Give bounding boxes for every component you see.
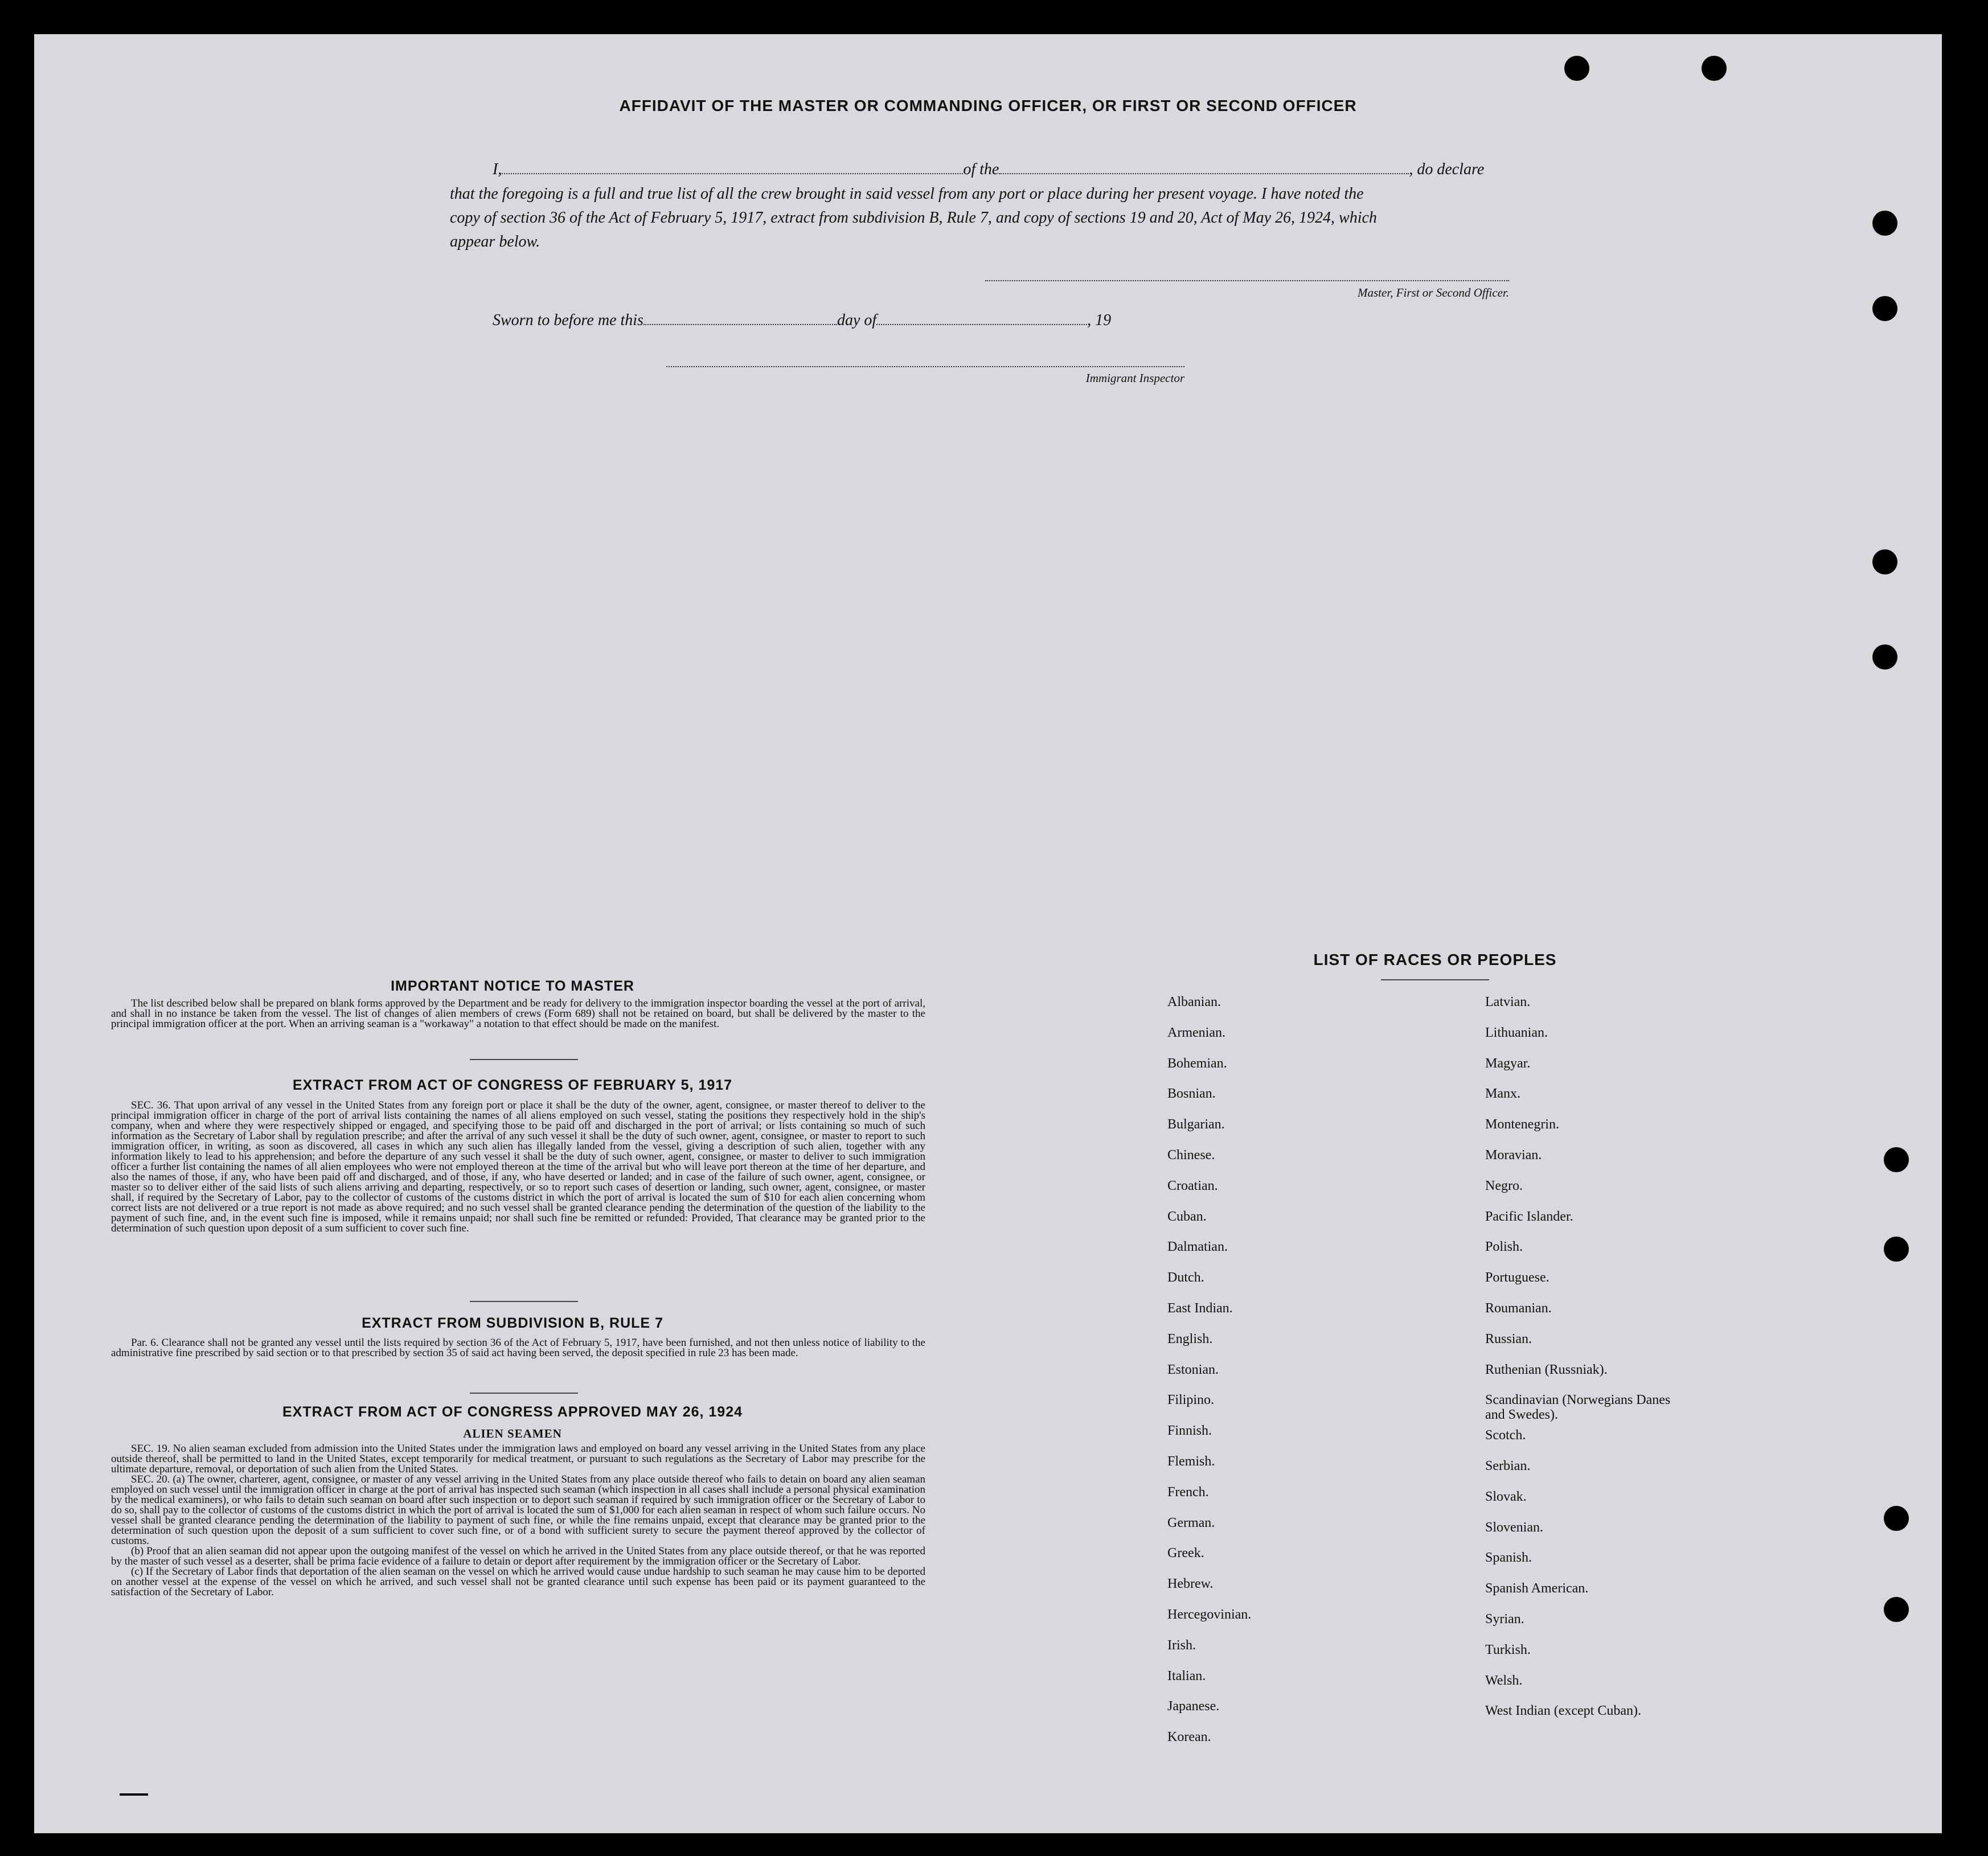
- race-item: Serbian.: [1485, 1459, 1531, 1473]
- race-item: Syrian.: [1485, 1612, 1524, 1627]
- race-item: Slovak.: [1485, 1489, 1527, 1504]
- race-item: Negro.: [1485, 1179, 1523, 1193]
- race-item: East Indian.: [1167, 1301, 1233, 1316]
- vessel-blank[interactable]: [999, 173, 1409, 174]
- race-item: Flemish.: [1167, 1454, 1215, 1469]
- sec20a-paragraph: SEC. 20. (a) The owner, charterer, agent, consignee, or master of any vessel arriving in the United States from any place outside thereof who fails to detain on board any alien seaman employed on such vessel until the immigration officer in charge at the port of arrival has inspected such seaman (which inspection in all cases shall include a personal physical examination by the medical examiners), or who fails to detain such seaman on board after such inspection or to deport such seaman if required by such immigration officer or the Secretary of Labor to do so, shall pay to the collector of customs of the customs district in which the port of arrival is located the sum of $1,000 for each alien seaman in respect of whom such failure occurs. No vessel shall be granted clearance pending the determination of the liability to payment of such fine, or while the fine remains unpaid, except that clearance may be granted prior to the determination of such question upon the deposit of a sum sufficient to cover such fine, or of a bond with sufficient surety to secure the payment thereof approved by the collector of customs.: [111, 1473, 925, 1547]
- punch-hole: [1872, 644, 1897, 670]
- affidavit-line4: appear below.: [450, 233, 540, 251]
- race-item: German.: [1167, 1516, 1215, 1530]
- race-item: Lithuanian.: [1485, 1025, 1548, 1040]
- affidavit-title: AFFIDAVIT OF THE MASTER OR COMMANDING OFFICER, OR FIRST OR SECOND OFFICER: [619, 97, 1357, 114]
- race-item: Welsh.: [1485, 1673, 1523, 1688]
- race-item: Japanese.: [1167, 1699, 1220, 1714]
- race-item: Irish.: [1167, 1638, 1196, 1653]
- punch-hole: [1884, 1237, 1909, 1262]
- punch-hole: [1884, 1597, 1909, 1622]
- punch-hole: [1872, 549, 1897, 574]
- affidavit-i: I,: [493, 161, 502, 178]
- extract-1917-text: [111, 1101, 925, 1234]
- race-item: Russian.: [1485, 1332, 1532, 1346]
- divider: [470, 1059, 578, 1060]
- extract-rule7-heading: EXTRACT FROM SUBDIVISION B, RULE 7: [362, 1315, 663, 1331]
- margin-mark: [120, 1793, 148, 1796]
- extract-1924-heading: EXTRACT FROM ACT OF CONGRESS APPROVED MAY 26, 1924: [282, 1404, 743, 1420]
- sec19-paragraph: SEC. 19. No alien seaman excluded from admission into the United States under the immigration laws and employed on board any vessel arriving in the United States from any place outside thereof, shall be permitted to land in the United States, except temporarily for medical treatment, or pursuant to such regulations as the Secretary of Labor may prescribe for the ultimate departure, removal, or deportation of such alien from the United States.: [111, 1443, 925, 1475]
- race-item: Pacific Islander.: [1485, 1209, 1573, 1224]
- master-signature-label: Master, First or Second Officer.: [1358, 286, 1509, 299]
- race-item: Filipino.: [1167, 1393, 1215, 1407]
- notice-text: [111, 999, 925, 1029]
- sworn-month-blank[interactable]: [876, 323, 1087, 325]
- punch-hole: [1884, 1147, 1909, 1172]
- document-page: [34, 34, 1942, 1833]
- alien-seamen-subheading: ALIEN SEAMEN: [463, 1427, 562, 1440]
- notice-paragraph: The list described below shall be prepared on blank forms approved by the Department and be ready for delivery to the immigration inspector boarding the vessel at the port of arrival, and shall in no instance be taken from the vessel. The list of changes of alien members of crews (Form 689) shall not be retained on board, but shall be delivered by the master to the principal immigration officer at the port. When an arriving seaman is a "workaway" a notation to that effect should be made on the manifest.: [111, 997, 925, 1030]
- race-item: Latvian.: [1485, 995, 1531, 1009]
- race-item: Montenegrin.: [1485, 1117, 1559, 1132]
- sec20b-paragraph: (b) Proof that an alien seaman did not appear upon the outgoing manifest of the vessel on which he arrived in the United States from any place outside thereof, or that he was reported by the master of such vessel as a deserter, shall be prima facie evidence of a failure to detain or deport after requirement by the immigration officer or the Secretary of Labor.: [111, 1545, 925, 1567]
- extract-1924-text: [111, 1444, 925, 1598]
- notice-heading: IMPORTANT NOTICE TO MASTER: [391, 978, 634, 994]
- punch-hole: [1872, 211, 1897, 236]
- race-item: West Indian (except Cuban).: [1485, 1703, 1641, 1718]
- race-item: Korean.: [1167, 1730, 1211, 1744]
- race-item: Estonian.: [1167, 1362, 1219, 1377]
- section-36-paragraph: SEC. 36. That upon arrival of any vessel in the United States from any foreign port or place it shall be the duty of the owner, agent, consignee, or master thereof to deliver to the principal immigration officer in charge of the port of arrival lists containing the names of all aliens employed on such vessel, stating the positions they respectively hold in the ship's company, when and where they were respectively shipped or engaged, and specifying those to be paid off and discharged in the port of arrival; or lists containing so much of such information as the Secretary of Labor shall by regulation prescribe; and after the arrival of any such vessel it shall be the duty of such owner, agent, consignee, or master to report to such immigration officer, in writing, as soon as discovered, all cases in which any such alien has illegally landed from the vessel, giving a description of such alien, together with any information likely to lead to his apprehension; and before the departure of any such vessel it shall be the duty of such owner, agent, consignee, or master to deliver to such immigration officer a further list containing the names of all alien employees who were not employed thereon at the time of the arrival but who will leave port thereon at the time of her departure, and also the names of those, if any, who have been paid off and discharged, and of those, if any, who have deserted or landed; and in case of the failure of such owner, agent, consignee, or master so to deliver either of the said lists of such aliens arriving and departing, respectively, or so to report such cases of desertion or landing, such owner, agent, consignee, or master shall, if required by the Secretary of Labor, pay to the collector of customs of the customs district in which the port of arrival is located the sum of $10 for each alien concerning whom correct lists are not delivered or a true report is not made as above required; and no such vessel shall be granted clearance pending the determination of the question of the liability to the payment of such fine, and, in the event such fine is imposed, while it remains unpaid; nor shall such fine be remitted or refunded: Provided, That clearance may be granted prior to the determination of such question upon deposit of a sum sufficient to cover such fine.: [111, 1099, 925, 1234]
- race-item: Croatian.: [1167, 1179, 1218, 1193]
- name-blank[interactable]: [502, 173, 963, 174]
- race-item: Cuban.: [1167, 1209, 1207, 1224]
- inspector-label: Immigrant Inspector: [1085, 371, 1184, 385]
- race-item: Bulgarian.: [1167, 1117, 1225, 1132]
- punch-hole: [1702, 56, 1727, 81]
- race-item: Scotch.: [1485, 1428, 1526, 1443]
- day-of-label: day of: [837, 311, 877, 329]
- race-item: Spanish American.: [1485, 1581, 1589, 1596]
- sworn-label: Sworn to before me this: [493, 311, 643, 329]
- sworn-day-blank[interactable]: [643, 323, 837, 325]
- race-item: Chinese.: [1167, 1148, 1215, 1163]
- extract-1917-heading: EXTRACT FROM ACT OF CONGRESS OF FEBRUARY 5, 1917: [292, 1077, 733, 1093]
- master-signature-line[interactable]: [985, 280, 1509, 281]
- race-item: Slovenian.: [1485, 1520, 1543, 1535]
- races-heading: LIST OF RACES OR PEOPLES: [1313, 951, 1557, 968]
- race-item: Manx.: [1485, 1086, 1520, 1101]
- affidavit-line2: that the foregoing is a full and true list of all the crew brought in said vessel from any port or place during her present voyage. I have noted the: [450, 185, 1364, 203]
- punch-hole: [1884, 1506, 1909, 1531]
- punch-hole: [1872, 296, 1897, 321]
- race-item: Albanian.: [1167, 995, 1221, 1009]
- race-item: English.: [1167, 1332, 1213, 1346]
- affidavit-line3: copy of section 36 of the Act of February 5, 1917, extract from subdivision B, Rule 7, and copy of sections 19 and 20, Act of May 26, 1924, which: [450, 209, 1377, 227]
- race-item: Greek.: [1167, 1546, 1204, 1561]
- race-item: Portuguese.: [1485, 1270, 1550, 1285]
- sec20c-paragraph: (c) If the Secretary of Labor finds that deportation of the alien seaman on the vessel on which he arrived would cause undue hardship to such seaman he may cause him to be deported on another vessel at the expense of the vessel on which he arrived, and such vessel shall not be granted clearance until such expense has been paid or its payment guaranteed to the satisfaction of the Secretary of Labor.: [111, 1566, 925, 1598]
- race-item: Bosnian.: [1167, 1086, 1216, 1101]
- inspector-signature-line[interactable]: [666, 366, 1184, 367]
- race-item: Magyar.: [1485, 1056, 1531, 1071]
- race-item: Dalmatian.: [1167, 1239, 1228, 1254]
- race-item: Hebrew.: [1167, 1576, 1214, 1591]
- divider: [470, 1301, 578, 1302]
- race-item: Polish.: [1485, 1239, 1523, 1254]
- affidavit-line1: [493, 161, 1546, 179]
- race-item: Hercegovinian.: [1167, 1607, 1252, 1622]
- race-item: Ruthenian (Russniak).: [1485, 1362, 1608, 1377]
- divider: [1381, 979, 1489, 980]
- race-item: French.: [1167, 1485, 1209, 1500]
- year-label: , 19: [1087, 311, 1112, 329]
- sworn-line: [493, 311, 1111, 330]
- affidavit-declare: , do declare: [1409, 161, 1485, 178]
- punch-hole: [1564, 56, 1589, 81]
- extract-rule7-text: [111, 1338, 925, 1358]
- race-item: Bohemian.: [1167, 1056, 1227, 1071]
- race-item: Armenian.: [1167, 1025, 1225, 1040]
- race-item: Turkish.: [1485, 1643, 1531, 1657]
- race-item: Roumanian.: [1485, 1301, 1552, 1316]
- race-item: Finnish.: [1167, 1423, 1212, 1438]
- race-item: Scandinavian (Norwegians Danes and Swedes).: [1485, 1393, 1671, 1422]
- race-item: Italian.: [1167, 1669, 1206, 1683]
- race-item: Moravian.: [1485, 1148, 1542, 1163]
- divider: [470, 1393, 578, 1394]
- affidavit-of-the: of the: [963, 161, 999, 178]
- race-item: Dutch.: [1167, 1270, 1204, 1285]
- rule7-paragraph: Par. 6. Clearance shall not be granted any vessel until the lists required by section 36 of the Act of February 5, 1917, have been furnished, and not then unless notice of liability to the administrative fine prescribed by said section or to that prescribed by section 35 of said act having been served, the deposit specified in rule 23 has been made.: [111, 1337, 925, 1359]
- race-item: Spanish.: [1485, 1550, 1532, 1565]
